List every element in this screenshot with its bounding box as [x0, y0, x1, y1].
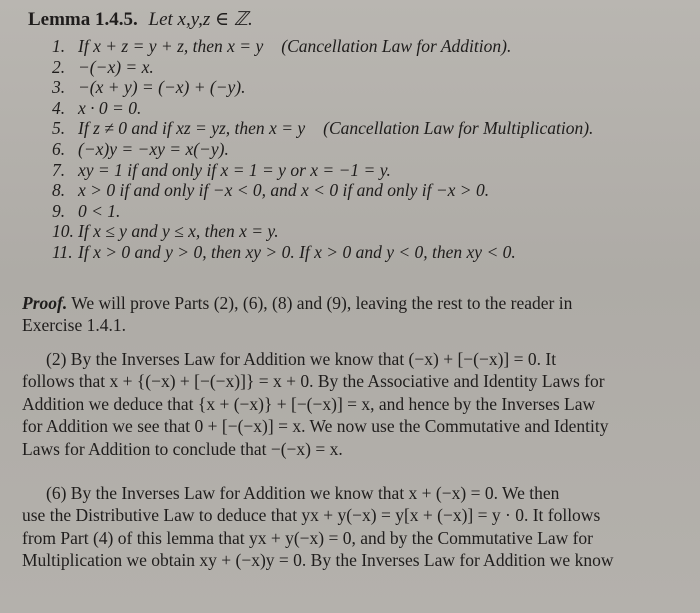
- part-label: (2): [46, 349, 67, 369]
- item-text: If x + z = y + z, then x = y: [78, 36, 264, 56]
- proof-label: Proof.: [22, 293, 68, 313]
- item-text: xy = 1 if and only if x = 1 = y or x = −1 = y.: [78, 159, 391, 180]
- proof-text: We will prove Parts (2), (6), (8) and (9), leaving the rest to the reader in: [71, 293, 573, 313]
- proof-paragraph: [22, 292, 682, 337]
- part-line: follows that x + {(−x) + [−(−x)]} = x + 0. By the Associative and Identity Laws for: [22, 371, 605, 392]
- part-line: Multiplication we obtain xy + (−x)y = 0. By the Inverses Law for Addition we know: [22, 550, 614, 571]
- lemma-item: [52, 160, 593, 181]
- lemma-item: [52, 201, 593, 222]
- lemma-label: Lemma 1.4.5.: [28, 9, 138, 30]
- item-text: −(x + y) = (−x) + (−y).: [78, 77, 246, 98]
- proof-line: [22, 292, 682, 314]
- part-line: use the Distributive Law to deduce that yx + y(−x) = y[x + (−x)] = y · 0. It follows: [22, 505, 601, 526]
- item-text: If z ≠ 0 and if xz = yz, then x = y: [78, 118, 306, 139]
- part-6-paragraph: [22, 482, 682, 572]
- item-number: 6.: [52, 138, 66, 159]
- lemma-item: [52, 77, 593, 98]
- item-number: 8.: [52, 180, 66, 201]
- part-line: Addition we deduce that {x + (−x)} + [−(−x)] = x, and hence by the Inverses Law: [22, 393, 596, 414]
- part-text: By the Inverses Law for Addition we know that x + (−x) = 0. We then: [70, 483, 560, 503]
- item-text: x · 0 = 0.: [78, 97, 142, 118]
- lemma-item: [52, 36, 593, 57]
- item-number: 3.: [52, 77, 66, 98]
- item-number: 1.: [52, 36, 66, 56]
- part-line: for Addition we see that 0 + [−(−x)] = x. We now use the Commutative and Identity: [22, 416, 609, 437]
- item-text: 0 < 1.: [78, 200, 121, 221]
- lemma-item: [52, 98, 593, 119]
- lemma-statement: Let x,y,z ∈ ℤ.: [148, 9, 253, 30]
- part-line: from Part (4) of this lemma that yx + y(−x) = 0, and by the Commutative Law for: [22, 527, 594, 548]
- item-note: (Cancellation Law for Addition).: [281, 36, 512, 56]
- item-number: 9.: [52, 200, 66, 221]
- part-2-paragraph: [22, 348, 682, 460]
- item-text: If x > 0 and y > 0, then xy > 0. If x > 0 and y < 0, then xy < 0.: [78, 241, 516, 262]
- part-label: (6): [46, 483, 67, 503]
- item-number: 11.: [52, 241, 73, 262]
- part-line: [22, 482, 682, 504]
- part-line: Laws for Addition to conclude that −(−x) = x.: [22, 438, 343, 459]
- lemma-item: [52, 242, 593, 263]
- item-text: x > 0 if and only if −x < 0, and x < 0 if and only if −x > 0.: [78, 180, 490, 201]
- item-number: 10.: [52, 221, 74, 242]
- part-line: [22, 348, 682, 370]
- lemma-item: [52, 180, 593, 201]
- item-text: (−x)y = −xy = x(−y).: [78, 138, 229, 159]
- proof-line: Exercise 1.4.1.: [22, 315, 126, 336]
- item-number: 4.: [52, 97, 66, 118]
- lemma-items-list: [52, 36, 593, 263]
- lemma-item: [52, 118, 593, 139]
- item-text: −(−x) = x.: [78, 56, 154, 77]
- item-number: 7.: [52, 159, 66, 180]
- item-note: (Cancellation Law for Multiplication).: [323, 118, 594, 139]
- lemma-heading: [28, 8, 253, 31]
- lemma-item: [52, 57, 593, 78]
- part-text: By the Inverses Law for Addition we know that (−x) + [−(−x)] = 0. It: [70, 349, 557, 369]
- lemma-item: [52, 139, 593, 160]
- item-text: If x ≤ y and y ≤ x, then x = y.: [78, 221, 279, 242]
- item-number: 5.: [52, 118, 66, 139]
- item-number: 2.: [52, 56, 66, 77]
- lemma-item: [52, 221, 593, 242]
